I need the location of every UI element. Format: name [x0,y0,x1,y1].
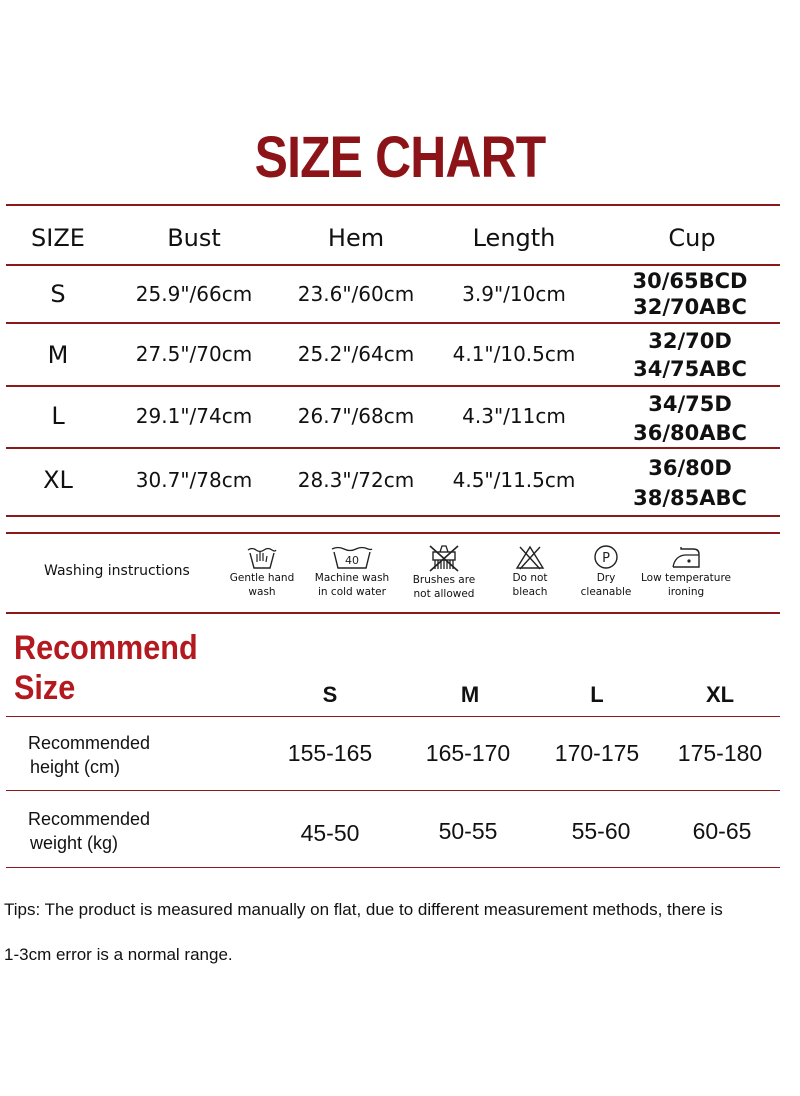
recommend-size-l: L [590,682,604,707]
recommend-bottom-rule [6,867,780,868]
washing-bottom-rule [6,612,780,614]
wash-caption-line2: wash [248,586,276,598]
row-cup-line2: 32/70ABC [633,295,747,319]
dry-clean-letter: P [602,551,610,566]
washing-label: Washing instructions [44,563,190,579]
wash-caption-line2: in cold water [318,586,386,598]
wash-caption-line1: Gentle hand [229,572,295,584]
wash-caption-line1: Low temperature [640,572,731,584]
row-cup-line1: 36/80D [648,456,732,480]
row-cup-line2: 38/85ABC [633,486,747,510]
wash-caption-line1: Do not [512,572,548,584]
dry-clean-icon [591,544,621,570]
row-cup-line1: 30/65BCD [632,269,748,293]
recommend-weight-s: 45-50 [300,820,360,846]
row-cup-line1: 32/70D [648,329,732,353]
row-length: 4.3"/11cm [462,404,566,428]
wash-item-brush [398,544,490,600]
row-length: 4.5"/11.5cm [452,468,576,492]
header-length: Length [472,224,556,252]
machine-wash-icon [329,544,375,570]
tips-line1: Tips: The product is measured manually on flat, due to different measurement methods, there is [4,900,723,919]
hand-wash-icon [245,544,279,570]
row-bust: 29.1"/74cm [135,404,253,428]
table-top-rule [6,204,780,206]
machine-wash-temp: 40 [345,554,359,567]
wash-item-machine [306,544,398,598]
recommend-height-label [28,731,150,779]
row-rule-l [6,447,780,449]
recommend-title [14,628,198,708]
recommend-header-rule [6,716,780,717]
row-bust: 25.9"/66cm [135,282,253,306]
row-rule-m [6,385,780,387]
recommend-row-rule [6,790,780,791]
washing-top-rule [6,532,780,534]
recommend-size-s: S [322,682,338,707]
row-rule-s [6,322,780,324]
recommend-weight-label [28,807,150,855]
recommend-weight-xl: 60-65 [692,818,752,844]
recommend-weight-l: 55-60 [571,818,631,844]
tips-line2: 1-3cm error is a normal range. [4,945,233,964]
row-hem: 25.2"/64cm [297,342,415,366]
row-bust: 27.5"/70cm [135,342,253,366]
recommend-label-line1: Recommended [28,809,151,829]
row-size: M [47,341,69,369]
wash-caption-line1: Dry [596,572,616,584]
page-title: SIZE CHART [254,125,546,190]
no-bleach-icon [514,544,546,570]
no-brush-icon [424,544,464,572]
header-bust: Bust [167,224,221,252]
row-bust: 30.7"/78cm [135,468,253,492]
wash-caption-line1: Machine wash [314,572,390,584]
recommend-size-m: M [460,682,480,707]
recommend-title-line1: Recommend [14,629,198,667]
recommend-label-line2: height (cm) [30,757,121,777]
wash-caption-line2: cleanable [580,586,632,598]
header-bottom-rule [6,264,780,266]
recommend-height-l: 170-175 [554,740,640,766]
row-size: S [50,280,66,308]
row-length: 3.9"/10cm [462,282,566,306]
wash-caption-line2: ironing [667,586,705,598]
recommend-label-line1: Recommended [28,733,151,753]
wash-item-hand [216,544,308,598]
row-hem: 26.7"/68cm [297,404,415,428]
row-length: 4.1"/10.5cm [452,342,576,366]
low-iron-icon [669,544,703,570]
row-size: XL [43,466,73,494]
row-cup-line2: 34/75ABC [633,357,747,381]
wash-item-iron [636,544,736,598]
row-cup-line2: 36/80ABC [633,421,747,445]
recommend-height-m: 165-170 [425,740,511,766]
recommend-size-xl: XL [705,682,735,707]
row-hem: 28.3"/72cm [297,468,415,492]
header-size: SIZE [31,224,85,252]
recommend-height-s: 155-165 [287,740,373,766]
recommend-weight-m: 50-55 [438,818,498,844]
recommend-height-xl: 175-180 [677,740,763,766]
row-hem: 23.6"/60cm [297,282,415,306]
row-size: L [51,402,65,430]
wash-caption-line2: bleach [512,586,548,598]
wash-caption-line2: not allowed [413,588,475,600]
wash-caption-line1: Brushes are [412,574,476,586]
header-cup: Cup [668,224,716,252]
header-hem: Hem [327,224,385,252]
table-bottom-rule [6,515,780,517]
recommend-label-line2: weight (kg) [30,833,119,853]
recommend-title-line2: Size [14,669,76,707]
row-cup-line1: 34/75D [648,392,732,416]
